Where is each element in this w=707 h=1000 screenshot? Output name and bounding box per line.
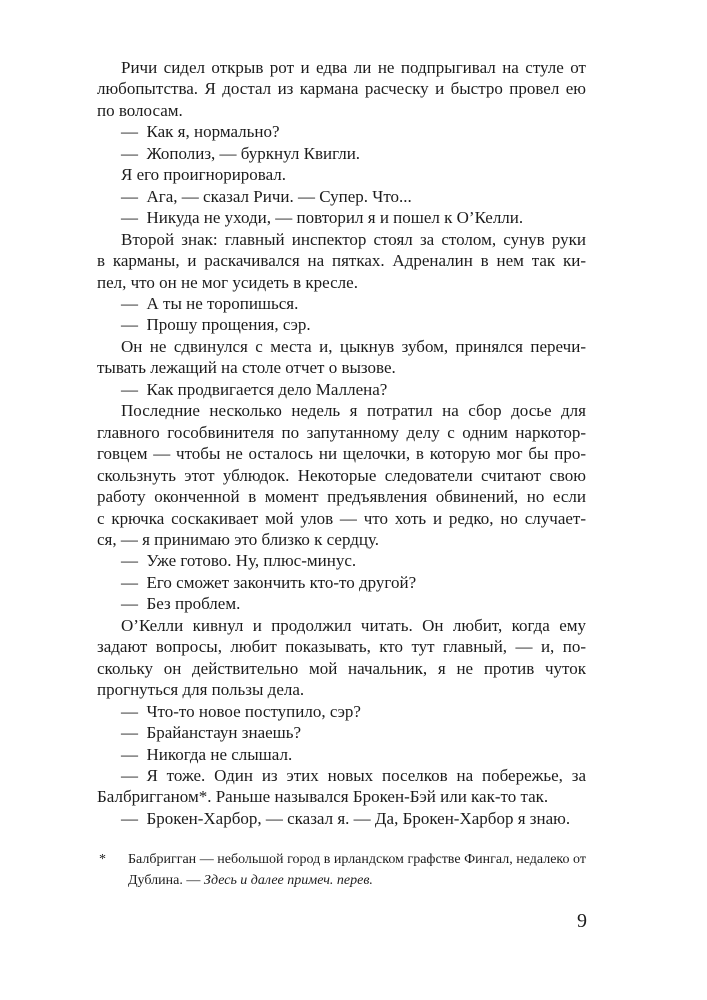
footnote-line: Балбригган — небольшой город в ирландском графстве Фингал, недалеко от — [128, 852, 586, 867]
text-line: главного гособвинителя по запутанному делу с одним наркотор- — [97, 422, 586, 442]
text-line: — Как я, нормально? — [121, 122, 280, 142]
paragraph — [97, 314, 586, 335]
text-line: — А ты не торопишься. — [121, 293, 299, 313]
text-line: — Его сможет закончить кто-то другой? — [121, 572, 417, 592]
paragraph — [97, 572, 586, 593]
text-line: любопытства. Я достал из кармана расческу и быстро провел ею — [97, 79, 586, 99]
text-line: говцем — чтобы не осталось ни щелочки, в которую мог бы про- — [97, 444, 586, 464]
text-line: — Никуда не уходи, — повторил я и пошел к О’Келли. — [121, 208, 524, 228]
footnote-marker: * — [99, 852, 106, 867]
text-line: — Что-то новое поступило, сэр? — [121, 701, 361, 721]
paragraph — [97, 121, 586, 142]
text-line: работу оконченной в момент предъявления обвинений, но если — [97, 487, 586, 507]
text-line: — Прошу прощения, сэр. — [121, 315, 311, 335]
footnote-text — [128, 849, 586, 891]
text-line: — Я тоже. Один из этих новых поселков на побережье, за — [121, 765, 586, 785]
footnote-line — [128, 870, 586, 891]
footnote-line-normal: Дублина. — — [128, 873, 204, 888]
text-line: пел, что он не мог усидеть в кресле. — [97, 272, 358, 292]
text-line: ся, — я принимаю это близко к сердцу. — [97, 529, 380, 549]
text-line: — Никогда не слышал. — [121, 744, 293, 764]
paragraph — [97, 400, 586, 550]
text-line: — Уже готово. Ну, плюс-минус. — [121, 551, 357, 571]
text-line: — Брокен-Харбор, — сказал я. — Да, Брокен-Харбор я знаю. — [121, 808, 571, 828]
text-line: тывать лежащий на столе отчет о вызове. — [97, 358, 396, 378]
text-line: — Брайанстаун знаешь? — [121, 723, 302, 743]
paragraph — [97, 550, 586, 571]
paragraph — [97, 615, 586, 701]
footnote — [97, 849, 586, 891]
paragraph — [97, 143, 586, 164]
text-line: Он не сдвинулся с места и, цыкнув зубом, принялся перечи- — [121, 336, 586, 356]
text-line: скольку он действительно мой начальник, я не против чуток — [97, 658, 586, 678]
text-line: Я его проигнорировал. — [121, 165, 287, 185]
text-line: — Как продвигается дело Маллена? — [121, 379, 388, 399]
text-line: по волосам. — [97, 100, 183, 120]
paragraph — [97, 336, 586, 379]
text-line: в карманы, и раскачивался на пятках. Адреналин в нем так ки- — [97, 251, 586, 271]
paragraph — [97, 722, 586, 743]
text-line: Второй знак: главный инспектор стоял за столом, сунув руки — [121, 229, 586, 249]
text-line: — Без проблем. — [121, 594, 241, 614]
text-line: О’Келли кивнул и продолжил читать. Он любит, когда ему — [121, 615, 586, 635]
paragraph — [97, 744, 586, 765]
paragraph — [97, 765, 586, 808]
paragraph — [97, 701, 586, 722]
text-line: — Ага, — сказал Ричи. — Супер. Что... — [121, 186, 412, 206]
text-line: прогнуться для пользы дела. — [97, 680, 305, 700]
paragraph — [97, 229, 586, 293]
text-line: с крючка соскакивает мой улов — что хоть и редко, но случает- — [97, 508, 586, 528]
paragraph — [97, 379, 586, 400]
text-line: скользнуть этот ублюдок. Некоторые следователи считают свою — [97, 465, 586, 485]
text-line: задают вопросы, любит показывать, кто тут главный, — и, по- — [97, 637, 586, 657]
text-line: Последние несколько недель я потратил на сбор досье для — [121, 401, 586, 421]
paragraph — [97, 593, 586, 614]
page-number: 9 — [577, 910, 587, 932]
paragraph — [97, 164, 586, 185]
text-line: Ричи сидел открыв рот и едва ли не подпрыгивал на стуле от — [121, 58, 586, 77]
paragraph — [97, 207, 586, 228]
main-text — [97, 57, 586, 829]
text-line: — Жополиз, — буркнул Квигли. — [121, 143, 361, 163]
paragraph — [97, 808, 586, 829]
paragraph — [97, 293, 586, 314]
footnote-line-italic: Здесь и далее примеч. перев. — [203, 873, 373, 888]
text-line: Балбригганом*. Раньше назывался Брокен-Бэй или как-то так. — [97, 787, 549, 807]
paragraph — [97, 57, 586, 121]
paragraph — [97, 186, 586, 207]
